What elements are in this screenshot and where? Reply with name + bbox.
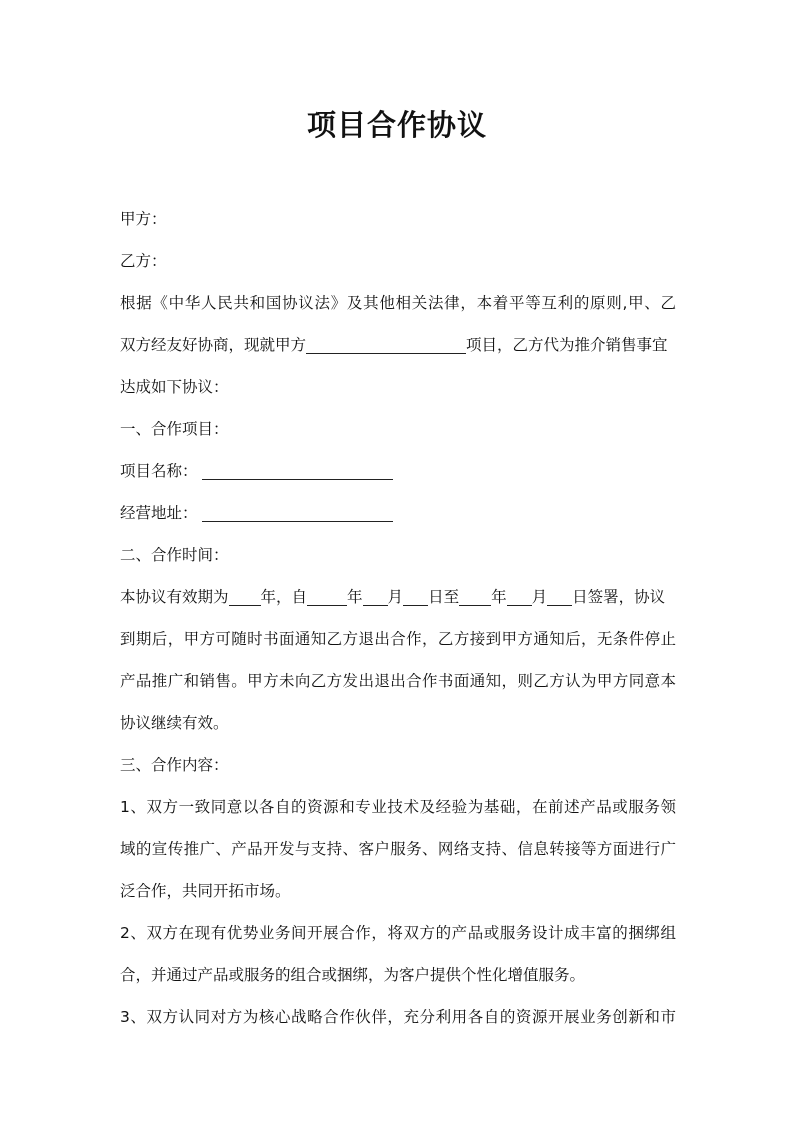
term-years-blank <box>229 589 261 606</box>
project-blank <box>306 337 466 354</box>
project-name-blank <box>202 463 393 480</box>
term-year-label-2: 年 <box>347 588 363 606</box>
item-1-line-3: 泛合作，共同开拓市场。 <box>120 882 291 900</box>
section-3-heading: 三、合作内容： <box>120 756 229 774</box>
intro-line-2-after: 项目，乙方代为推介销售事宜 <box>466 336 668 354</box>
address-row <box>120 501 676 525</box>
term-month-label-2: 月 <box>531 588 548 606</box>
start-day-blank <box>403 589 428 606</box>
end-day-blank <box>547 589 572 606</box>
term-day-label-2: 日签署，协议 <box>572 588 666 606</box>
project-name-row <box>120 459 676 483</box>
term-year-label-1: 年，自 <box>260 588 308 606</box>
term-month-label-1: 月 <box>387 588 404 606</box>
end-year-blank <box>459 589 491 606</box>
section-2-line-4: 协议继续有效。 <box>120 714 229 732</box>
term-prefix: 本协议有效期为 <box>120 588 229 606</box>
term-line <box>120 585 676 609</box>
term-year-label-3: 年 <box>491 588 507 606</box>
item-3-line-1: 3、双方认同对方为核心战略合作伙伴，充分利用各自的资源开展业务创新和市 <box>120 1008 676 1026</box>
party-b-label: 乙方： <box>120 252 167 270</box>
project-name-label: 项目名称： <box>120 462 198 480</box>
intro-line-1: 根据《中华人民共和国协议法》及其他相关法律，本着平等互利的原则,甲、乙 <box>120 294 676 312</box>
item-2-line-1: 2、双方在现有优势业务间开展合作，将双方的产品或服务设计成丰富的捆绑组 <box>120 924 676 942</box>
party-a-label: 甲方： <box>120 210 167 228</box>
start-year-blank <box>307 589 347 606</box>
section-2-line-3: 产品推广和销售。甲方未向乙方发出退出合作书面通知，则乙方认为甲方同意本 <box>120 672 676 690</box>
document-title: 项目合作协议 <box>306 108 487 142</box>
intro-line-2 <box>120 333 676 357</box>
item-1-line-1: 1、双方一致同意以各自的资源和专业技术及经验为基础，在前述产品或服务领 <box>120 798 676 816</box>
intro-line-3: 达成如下协议： <box>120 378 229 396</box>
section-2-heading: 二、合作时间： <box>120 546 229 564</box>
section-1-heading: 一、合作项目： <box>120 420 229 438</box>
item-1-line-2: 域的宣传推广、产品开发与支持、客户服务、网络支持、信息转接等方面进行广 <box>120 840 676 858</box>
intro-line-2-before: 双方经友好协商，现就甲方 <box>120 336 307 354</box>
address-blank <box>202 505 393 522</box>
section-2-line-2: 到期后，甲方可随时书面通知乙方退出合作，乙方接到甲方通知后，无条件停止 <box>120 630 676 648</box>
start-month-blank <box>363 589 388 606</box>
item-2-line-2: 合，并通过产品或服务的组合或捆绑，为客户提供个性化增值服务。 <box>120 966 586 984</box>
end-month-blank <box>507 589 532 606</box>
term-day-label-1: 日至 <box>428 588 460 606</box>
address-label: 经营地址： <box>120 504 198 522</box>
